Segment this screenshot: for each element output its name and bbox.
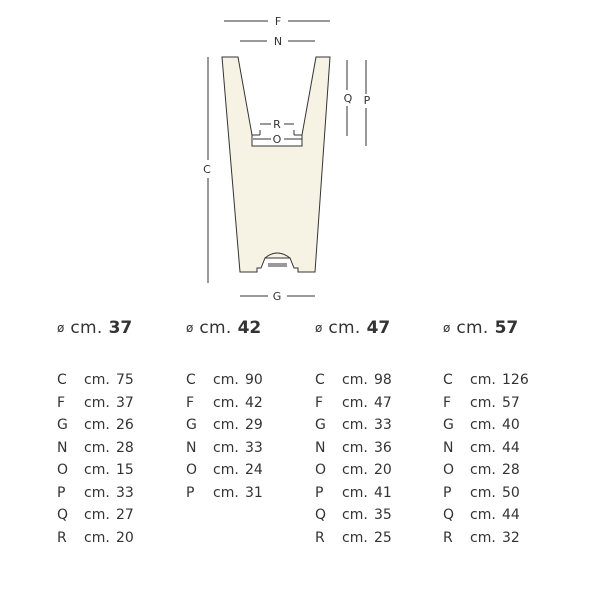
dimension-list: [57, 372, 187, 552]
dimension-unit: cm.: [470, 372, 496, 388]
diameter-symbol-icon: ø: [443, 321, 451, 335]
dimension-value: 90: [245, 372, 263, 388]
dimension-value: 33: [374, 417, 392, 433]
dimension-key: C: [186, 372, 196, 388]
dimension-list: [443, 372, 573, 552]
dimension-unit: cm.: [342, 484, 368, 501]
size-column: [186, 318, 316, 507]
dimension-unit: cm.: [342, 439, 368, 456]
dimension-unit: cm.: [213, 417, 239, 433]
dimension-unit: cm.: [470, 394, 496, 411]
dimension-row: [443, 530, 573, 553]
dimension-value: 42: [245, 394, 263, 411]
label-p: P: [363, 94, 371, 107]
dimension-row: [186, 395, 316, 418]
dimension-row: [315, 395, 445, 418]
size-heading: [57, 318, 187, 342]
dimension-key: R: [57, 529, 67, 546]
dimension-row: [186, 372, 316, 395]
dimension-key: P: [315, 484, 324, 501]
dimension-value: 33: [245, 439, 263, 456]
dimension-unit: cm.: [213, 372, 239, 388]
dimension-key: N: [315, 439, 326, 456]
size-heading: [443, 318, 573, 342]
dimension-value: 98: [374, 372, 392, 388]
dimension-value: 40: [502, 417, 520, 433]
label-o: O: [272, 133, 282, 146]
dimension-value: 50: [502, 484, 520, 501]
dimension-value: 27: [116, 507, 134, 523]
dimension-key: F: [186, 394, 195, 411]
dimension-unit: cm.: [470, 529, 496, 546]
dimension-unit: cm.: [84, 529, 110, 546]
dimension-row: [57, 440, 187, 463]
dimension-value: 28: [116, 439, 134, 456]
dimension-key: G: [443, 417, 454, 433]
size-column: [315, 318, 445, 552]
label-r: R: [273, 118, 281, 131]
diameter-symbol-icon: ø: [315, 321, 323, 335]
dimension-key: Q: [315, 507, 327, 523]
dimension-value: 25: [374, 529, 392, 546]
label-c: C: [203, 163, 211, 176]
dimension-unit: cm.: [84, 372, 110, 388]
size-heading: [315, 318, 445, 342]
dimension-row: [443, 440, 573, 463]
dimension-key: Q: [443, 507, 455, 523]
dimension-value: 36: [374, 439, 392, 456]
dimension-value: 29: [245, 417, 263, 433]
dimension-unit: cm.: [342, 462, 368, 478]
dimension-value: 24: [245, 462, 263, 478]
dimension-key: N: [443, 439, 454, 456]
dimension-unit: cm.: [213, 462, 239, 478]
dimension-value: 26: [116, 417, 134, 433]
dimension-unit: cm.: [84, 394, 110, 411]
dimension-key: F: [443, 394, 452, 411]
dimension-value: 44: [502, 507, 520, 523]
dimension-row: [315, 417, 445, 440]
dimension-row: [186, 485, 316, 508]
dimension-value: 41: [374, 484, 392, 501]
label-q: Q: [343, 92, 353, 105]
dimension-unit: cm.: [84, 462, 110, 478]
dimension-key: G: [186, 417, 197, 433]
dimension-unit: cm.: [470, 507, 496, 523]
dimension-value: 20: [116, 529, 134, 546]
dimension-unit: cm.: [470, 462, 496, 478]
size-heading: [186, 318, 316, 342]
dimension-key: Q: [57, 507, 69, 523]
dimension-row: [186, 417, 316, 440]
dimension-key: R: [443, 529, 453, 546]
dimension-key: R: [315, 529, 325, 546]
dimension-key: C: [57, 372, 67, 388]
dimension-unit: cm.: [470, 439, 496, 456]
dimension-unit: cm.: [342, 372, 368, 388]
dimension-row: [315, 440, 445, 463]
dimension-row: [315, 372, 445, 395]
dimension-row: [443, 462, 573, 485]
dimension-row: [315, 530, 445, 553]
dimension-key: G: [57, 417, 68, 433]
dimension-unit: cm.: [84, 439, 110, 456]
dimension-value: 75: [116, 372, 134, 388]
dimension-list: [186, 372, 316, 507]
dimension-row: [57, 417, 187, 440]
dimension-value: 37: [116, 394, 134, 411]
dimension-unit: cm.: [470, 417, 496, 433]
label-f: F: [274, 15, 282, 28]
dimension-key: O: [443, 462, 455, 478]
size-unit: cm.: [328, 318, 361, 338]
size-unit: cm.: [199, 318, 232, 338]
dimension-row: [443, 417, 573, 440]
dimension-value: 15: [116, 462, 134, 478]
dimension-key: P: [57, 484, 66, 501]
dimension-value: 31: [245, 484, 263, 501]
dimension-row: [57, 395, 187, 418]
dimension-value: 47: [374, 394, 392, 411]
dimension-unit: cm.: [213, 439, 239, 456]
dimension-unit: cm.: [84, 417, 110, 433]
diameter-symbol-icon: ø: [57, 321, 65, 335]
dimension-key: C: [315, 372, 325, 388]
dimension-value: 33: [116, 484, 134, 501]
dimension-unit: cm.: [213, 484, 239, 501]
dimension-key: O: [186, 462, 198, 478]
label-n: N: [273, 35, 283, 48]
dimension-unit: cm.: [342, 417, 368, 433]
dimension-value: 20: [374, 462, 392, 478]
size-value: 37: [108, 318, 133, 338]
dimension-key: O: [57, 462, 69, 478]
dimension-value: 44: [502, 439, 520, 456]
planter-body: [222, 57, 330, 272]
dimension-unit: cm.: [342, 507, 368, 523]
dimension-row: [315, 462, 445, 485]
dimension-unit: cm.: [470, 484, 496, 501]
dimension-key: P: [443, 484, 452, 501]
dimension-key: G: [315, 417, 326, 433]
dimension-key: C: [443, 372, 453, 388]
size-value: 42: [237, 318, 262, 338]
dimension-key: F: [57, 394, 66, 411]
dimension-unit: cm.: [213, 394, 239, 411]
dimension-unit: cm.: [342, 529, 368, 546]
dimension-value: 35: [374, 507, 392, 523]
label-g: G: [272, 290, 282, 303]
dimension-row: [57, 462, 187, 485]
dimension-row: [315, 485, 445, 508]
size-unit: cm.: [70, 318, 103, 338]
diameter-symbol-icon: ø: [186, 321, 194, 335]
dimension-value: 28: [502, 462, 520, 478]
dimension-value: 126: [502, 372, 529, 388]
size-column: [443, 318, 573, 552]
dimension-unit: cm.: [84, 507, 110, 523]
dimension-key: F: [315, 394, 324, 411]
dimension-row: [186, 462, 316, 485]
dimension-key: O: [315, 462, 327, 478]
dimension-unit: cm.: [342, 394, 368, 411]
dimension-key: N: [57, 439, 68, 456]
size-column: [57, 318, 187, 552]
dimension-row: [315, 507, 445, 530]
size-value: 47: [366, 318, 391, 338]
dimension-row: [443, 372, 573, 395]
dimension-row: [443, 485, 573, 508]
size-value: 57: [494, 318, 519, 338]
dimension-key: N: [186, 439, 197, 456]
dimension-row: [57, 507, 187, 530]
size-unit: cm.: [456, 318, 489, 338]
dimension-key: P: [186, 484, 195, 501]
dimension-unit: cm.: [84, 484, 110, 501]
dimension-row: [57, 372, 187, 395]
dimension-row: [443, 395, 573, 418]
dimension-row: [186, 440, 316, 463]
dimension-row: [57, 485, 187, 508]
dimension-row: [443, 507, 573, 530]
dimension-value: 32: [502, 529, 520, 546]
dimension-list: [315, 372, 445, 552]
dimension-row: [57, 530, 187, 553]
dimension-value: 57: [502, 394, 520, 411]
